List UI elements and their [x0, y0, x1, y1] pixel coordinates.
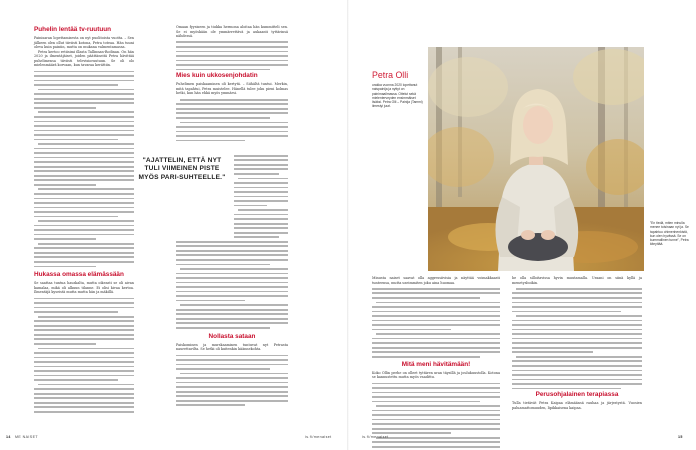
- photo-side-quote: "En tiedä, miten minulla menee toisinaan nyt ja. Se tapahtuu ohimenhenkistä, kun olen hyvässä. Se on kummallinen tunne", Petra kiteyttää.: [650, 221, 689, 247]
- section-heading: Mies kuin ukkosenjohdatin: [176, 72, 258, 80]
- body-text-block: [34, 298, 134, 413]
- right-footer-site: is.fi/menaiset: [362, 435, 389, 439]
- page-gutter: [347, 0, 349, 450]
- body-text-block: [176, 99, 288, 141]
- photo-caption: [372, 70, 424, 109]
- left-footer: [6, 435, 38, 439]
- right-footer: [678, 435, 683, 439]
- body-paragraph: Omaan fyysiseen ja tiukka hermona aloitaa hän kummitteli sen. Se ei myöskään ole ymmärrettävä ja aukaanti tyttärinsä nähdessä.: [176, 25, 288, 39]
- left-column-2-side: [234, 152, 288, 238]
- caption-name: Petra Olli: [372, 70, 409, 80]
- section-heading: Mitä meni hävitämään!: [401, 360, 471, 368]
- left-footer-site: is.fi/menaiset: [305, 435, 332, 439]
- section-heading: Nollasta sataan: [208, 332, 256, 340]
- section-heading: Perusohjalainen terapiassa: [535, 391, 619, 399]
- body-paragraph: Se saattaa tuntua hauskalta, mutta oikeasti se oli aivan kamalaa, mikä oli alkuun tilanne. Ei olisi kivaa kertoa. Ilmentäjä kyseistä mutta mutta hän ja mäkillä.: [34, 281, 134, 295]
- body-text-block: [372, 383, 500, 450]
- section-heading: Puhelin lentää tv-ruutuun: [34, 26, 112, 33]
- right-column-2: [512, 276, 642, 410]
- body-text-block: [176, 41, 288, 70]
- body-text-block: [512, 288, 642, 389]
- body-paragraph: Petra kertoo retiisimi illasta Tallinnan-Rodinan. On hän 2020 ja ilmentäjäiset, joiden päättäneitä Petra hävittää puhelimensa tiiviisti televisioruutuun. Se oli olo mielenmäärä korvaan, kun tavaraa kerättiin.: [34, 49, 134, 68]
- pull-quote: "AJATTELIN, ETTÄ NYT TULI VIIMEINEN PISTE MYÖS PARI-SUHTEELLE.": [138, 157, 226, 181]
- autumn-forest-portrait: [428, 47, 644, 271]
- body-text-block: [176, 355, 288, 407]
- left-column-2-lower: [176, 238, 288, 406]
- section-heading: Hukassa omassa elämässään: [34, 271, 124, 279]
- body-text-block: [176, 241, 288, 329]
- left-column-2-top: [176, 25, 288, 141]
- body-paragraph: Painisaran lopettamisesta on nyt puolitoista vuotta. – Sen jälkeen olen ollut tiiviisti kotona, Petra toteaa. Hän tuuni oleva kuin painiin, mutta on mukana valmentamassa.: [34, 36, 134, 50]
- body-paragraph: Puhelimen paiskaaminen oli kertytä. – Siihältä tuntui. Merkin, mitä tapahtui, Petra muistelee. Hänellä tulee joku pieni kolmas hetki, kun hän ehkä myös ymmärsi.: [176, 82, 288, 96]
- page-number: 14: [6, 435, 11, 439]
- body-paragraph: Minusta naiset saavat olla aggressiivisia ja näyttää voimakkaasti tunteensa, mutta useimmiten joku aina huomaa.: [372, 276, 500, 285]
- body-paragraph: Tulla tietävät Petra Kaipaa elämäänsä rauhaa ja järjestystä. Vuosien paluamattomuuden, lipikkaisena kaipaa.: [512, 401, 642, 410]
- caption-text: urakka vuonna 2020 lopettanut naispainija ja nyttyt on painimaailmassa. Ottelut sekä mielenterveyden ensimmäiset lisäksi. Petra Olli – Painija (Tammi) ilmestyi juuri.: [372, 83, 423, 109]
- body-paragraph: Paiskominen ja murskaaminen tuntuvat nyt Petrasta naurettavilta. Se hetki oli kuitenkin käännekohta.: [176, 342, 288, 352]
- body-paragraph: Koko Ollin perhe on olleet tyttären uran täysillä ja joulukuustolla. Kotona se kannustettu mutta myös vaadittu.: [372, 370, 500, 380]
- feature-photo: [428, 47, 644, 271]
- body-text-block: [234, 155, 288, 238]
- left-column-1: [34, 25, 134, 413]
- body-paragraph: he olla silloitavissa hyvin muutamalla. Uraani on siinä kyllä ja menetysboikin.: [512, 276, 642, 285]
- body-text-block: [34, 71, 134, 268]
- magazine-brand: ME NAISET: [15, 435, 38, 439]
- right-column-1: [372, 276, 500, 450]
- page-number: 15: [678, 435, 683, 439]
- body-text-block: [372, 288, 500, 358]
